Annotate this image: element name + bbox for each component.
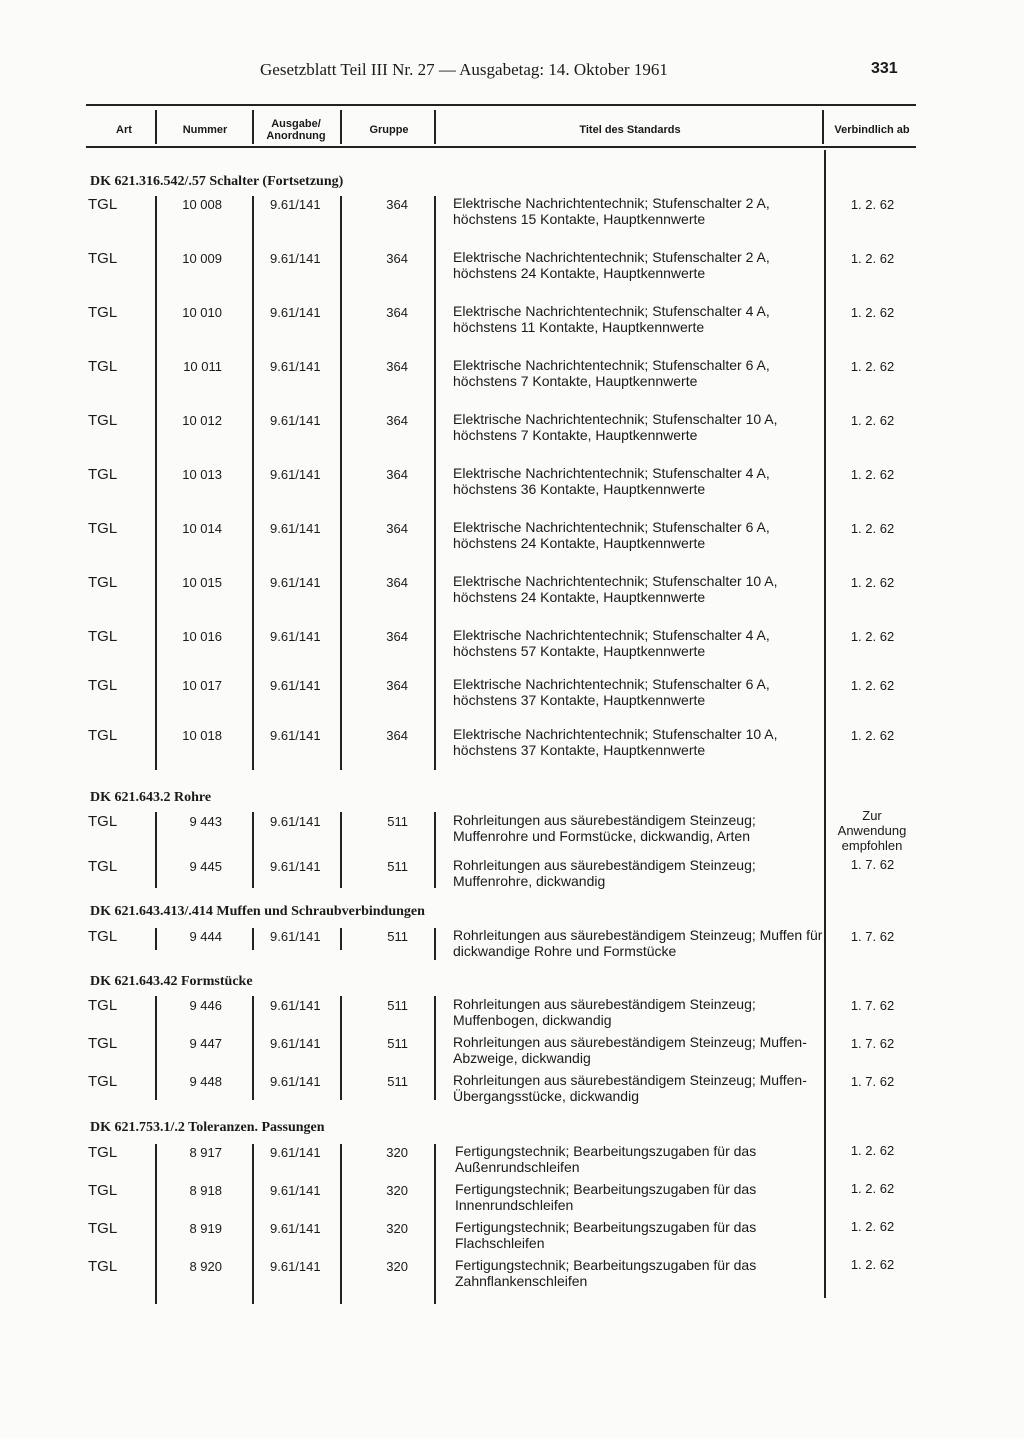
- cell-ausgabe: 9.61/141: [270, 413, 321, 428]
- cell-titel: Fertigungstechnik; Bearbeitungszugaben für das Zahnflankenschleifen: [455, 1257, 757, 1289]
- cell-titel: Elektrische Nachrichtentechnik; Stufenschalter 6 A, höchstens 24 Kontakte, Hauptkennwerte: [453, 519, 770, 551]
- cell-ausgabe: 9.61/141: [270, 929, 321, 944]
- page-header: [0, 60, 1024, 84]
- cell-titel: Rohrleitungen aus säurebeständigem Steinzeug; Muffen für dickwandige Rohre und Formstücke: [453, 927, 823, 959]
- cell-nummer: 10 008: [182, 197, 222, 212]
- cell-verbindlich: 1. 2. 62: [850, 197, 895, 212]
- cell-verbindlich: 1. 2. 62: [850, 1219, 895, 1234]
- section-heading: DK 621.316.542/.57 Schalter (Fortsetzung): [90, 174, 344, 189]
- cell-nummer: 10 015: [182, 575, 222, 590]
- cell-verbindlich: 1. 2. 62: [850, 467, 895, 482]
- col-header-art: Art: [116, 124, 132, 136]
- cell-nummer: 10 013: [182, 467, 222, 482]
- table-row: [0, 858, 1024, 898]
- cell-art: TGL: [88, 250, 118, 267]
- cell-gruppe: 511: [387, 1036, 408, 1051]
- cell-gruppe: 511: [387, 929, 408, 944]
- table-row: [0, 520, 1024, 570]
- col-sep: [155, 110, 157, 144]
- table-row: [0, 304, 1024, 354]
- cell-nummer: 10 016: [182, 629, 222, 644]
- cell-gruppe: 364: [386, 629, 408, 644]
- cell-nummer: 10 012: [182, 413, 222, 428]
- gazette-title: Gesetzblatt Teil III Nr. 27 — Ausgabetag: 14. Oktober 1961: [260, 60, 668, 79]
- cell-art: TGL: [88, 1035, 118, 1052]
- cell-ausgabe: 9.61/141: [270, 728, 321, 743]
- cell-ausgabe: 9.61/141: [270, 629, 321, 644]
- cell-verbindlich: 1. 2. 62: [850, 305, 895, 320]
- cell-nummer: 10 011: [183, 359, 222, 374]
- cell-verbindlich: Zur Anwendung empfohlen: [837, 808, 907, 853]
- cell-titel: Elektrische Nachrichtentechnik; Stufenschalter 4 A, höchstens 36 Kontakte, Hauptkennwerte: [453, 465, 770, 497]
- cell-gruppe: 364: [386, 305, 408, 320]
- cell-verbindlich: 1. 2. 62: [850, 521, 895, 536]
- section-heading: DK 621.643.2 Rohre: [90, 790, 212, 805]
- table-row: [0, 1258, 1024, 1302]
- cell-art: TGL: [88, 466, 118, 483]
- cell-nummer: 10 014: [182, 521, 222, 536]
- cell-titel: Elektrische Nachrichtentechnik; Stufenschalter 10 A, höchstens 37 Kontakte, Hauptkennwerte: [453, 726, 778, 758]
- table-row: [0, 250, 1024, 300]
- cell-verbindlich: 1. 2. 62: [850, 1257, 895, 1272]
- cell-titel: Fertigungstechnik; Bearbeitungszugaben für das Flachschleifen: [455, 1219, 757, 1251]
- col-sep: [822, 110, 824, 144]
- table-row: [0, 574, 1024, 624]
- cell-nummer: 8 918: [189, 1183, 222, 1198]
- cell-nummer: 9 444: [189, 929, 222, 944]
- section-heading: DK 621.643.413/.414 Muffen und Schraubverbindungen: [90, 904, 425, 919]
- cell-art: TGL: [88, 520, 118, 537]
- cell-gruppe: 364: [386, 575, 408, 590]
- cell-verbindlich: 1. 2. 62: [850, 251, 895, 266]
- cell-verbindlich: 1. 7. 62: [850, 929, 895, 944]
- cell-ausgabe: 9.61/141: [270, 359, 321, 374]
- cell-nummer: 10 009: [182, 251, 222, 266]
- cell-verbindlich: 1. 2. 62: [850, 413, 895, 428]
- table-row: [0, 1144, 1024, 1178]
- table-top-rule: [86, 104, 916, 106]
- table-row: [0, 1182, 1024, 1216]
- cell-ausgabe: 9.61/141: [270, 1145, 321, 1160]
- table-row: [0, 412, 1024, 462]
- cell-art: TGL: [88, 1144, 118, 1161]
- cell-nummer: 8 920: [189, 1259, 222, 1274]
- col-header-ausgabe: Ausgabe/ Anordnung: [266, 118, 326, 142]
- col-sep: [434, 110, 436, 144]
- cell-nummer: 9 447: [189, 1036, 222, 1051]
- cell-verbindlich: 1. 2. 62: [850, 678, 895, 693]
- cell-art: TGL: [88, 928, 118, 945]
- cell-verbindlich: 1. 2. 62: [850, 1143, 895, 1158]
- cell-gruppe: 511: [387, 859, 408, 874]
- cell-ausgabe: 9.61/141: [270, 467, 321, 482]
- table-row: [0, 727, 1024, 777]
- cell-titel: Elektrische Nachrichtentechnik; Stufenschalter 4 A, höchstens 11 Kontakte, Hauptkennwerte: [453, 303, 770, 335]
- cell-gruppe: 320: [386, 1145, 408, 1160]
- cell-titel: Rohrleitungen aus säurebeständigem Steinzeug; Muffen-Abzweige, dickwandig: [453, 1034, 807, 1066]
- cell-verbindlich: 1. 7. 62: [850, 998, 895, 1013]
- cell-verbindlich: 1. 7. 62: [850, 1036, 895, 1051]
- cell-art: TGL: [88, 1073, 118, 1090]
- section-heading: DK 621.643.42 Formstücke: [90, 974, 253, 989]
- cell-art: TGL: [88, 813, 118, 830]
- cell-titel: Fertigungstechnik; Bearbeitungszugaben für das Außenrundschleifen: [455, 1143, 757, 1175]
- cell-verbindlich: 1. 2. 62: [850, 629, 895, 644]
- cell-art: TGL: [88, 858, 118, 875]
- cell-ausgabe: 9.61/141: [270, 521, 321, 536]
- cell-gruppe: 364: [386, 251, 408, 266]
- cell-titel: Rohrleitungen aus säurebeständigem Steinzeug; Muffenrohre, dickwandig: [453, 857, 756, 889]
- cell-verbindlich: 1. 7. 62: [850, 1074, 895, 1089]
- cell-nummer: 8 917: [189, 1145, 222, 1160]
- cell-ausgabe: 9.61/141: [270, 575, 321, 590]
- table-row: [0, 677, 1024, 727]
- col-header-titel: Titel des Standards: [579, 124, 681, 136]
- cell-art: TGL: [88, 196, 118, 213]
- table-row: [0, 928, 1024, 962]
- cell-titel: Elektrische Nachrichtentechnik; Stufenschalter 4 A, höchstens 57 Kontakte, Hauptkennwerte: [453, 627, 770, 659]
- cell-gruppe: 364: [386, 467, 408, 482]
- cell-titel: Rohrleitungen aus säurebeständigem Steinzeug; Muffenbogen, dickwandig: [453, 996, 756, 1028]
- cell-art: TGL: [88, 304, 118, 321]
- cell-gruppe: 364: [386, 728, 408, 743]
- cell-nummer: 10 010: [182, 305, 222, 320]
- cell-gruppe: 511: [387, 1074, 408, 1089]
- col-header-gruppe: Gruppe: [369, 124, 409, 136]
- cell-gruppe: 364: [386, 359, 408, 374]
- cell-titel: Elektrische Nachrichtentechnik; Stufenschalter 2 A, höchstens 24 Kontakte, Hauptkennwerte: [453, 249, 770, 281]
- table-row: [0, 1073, 1024, 1107]
- page-number: 331: [871, 60, 898, 77]
- cell-art: TGL: [88, 677, 118, 694]
- cell-ausgabe: 9.61/141: [270, 1036, 321, 1051]
- col-header-nummer: Nummer: [182, 124, 228, 136]
- cell-gruppe: 511: [387, 814, 408, 829]
- cell-ausgabe: 9.61/141: [270, 1221, 321, 1236]
- section-heading: DK 621.753.1/.2 Toleranzen. Passungen: [90, 1120, 325, 1135]
- table-row: [0, 628, 1024, 678]
- cell-ausgabe: 9.61/141: [270, 251, 321, 266]
- cell-titel: Elektrische Nachrichtentechnik; Stufenschalter 10 A, höchstens 7 Kontakte, Hauptkennwerte: [453, 411, 778, 443]
- cell-art: TGL: [88, 997, 118, 1014]
- cell-verbindlich: 1. 2. 62: [850, 359, 895, 374]
- cell-titel: Elektrische Nachrichtentechnik; Stufenschalter 10 A, höchstens 24 Kontakte, Hauptkennwerte: [453, 573, 778, 605]
- cell-art: TGL: [88, 1258, 118, 1275]
- cell-verbindlich: 1. 7. 62: [850, 857, 895, 872]
- cell-nummer: 10 017: [182, 678, 222, 693]
- cell-gruppe: 320: [386, 1259, 408, 1274]
- table-row: [0, 1035, 1024, 1069]
- cell-nummer: 8 919: [189, 1221, 222, 1236]
- cell-nummer: 10 018: [182, 728, 222, 743]
- cell-gruppe: 364: [386, 521, 408, 536]
- cell-art: TGL: [88, 412, 118, 429]
- cell-ausgabe: 9.61/141: [270, 197, 321, 212]
- cell-ausgabe: 9.61/141: [270, 678, 321, 693]
- cell-gruppe: 320: [386, 1183, 408, 1198]
- cell-ausgabe: 9.61/141: [270, 859, 321, 874]
- cell-titel: Fertigungstechnik; Bearbeitungszugaben für das Innenrundschleifen: [455, 1181, 757, 1213]
- cell-ausgabe: 9.61/141: [270, 305, 321, 320]
- cell-gruppe: 320: [386, 1221, 408, 1236]
- cell-art: TGL: [88, 727, 118, 744]
- cell-nummer: 9 443: [189, 814, 222, 829]
- cell-art: TGL: [88, 628, 118, 645]
- cell-nummer: 9 446: [189, 998, 222, 1013]
- cell-ausgabe: 9.61/141: [270, 814, 321, 829]
- cell-ausgabe: 9.61/141: [270, 998, 321, 1013]
- table-row: [0, 196, 1024, 246]
- cell-gruppe: 364: [386, 678, 408, 693]
- cell-titel: Elektrische Nachrichtentechnik; Stufenschalter 2 A, höchstens 15 Kontakte, Hauptkennwerte: [453, 195, 770, 227]
- cell-art: TGL: [88, 574, 118, 591]
- cell-nummer: 9 445: [189, 859, 222, 874]
- table-row: [0, 466, 1024, 516]
- cell-nummer: 9 448: [189, 1074, 222, 1089]
- cell-gruppe: 364: [386, 413, 408, 428]
- table-row: [0, 997, 1024, 1031]
- cell-verbindlich: 1. 2. 62: [850, 575, 895, 590]
- table-row: [0, 808, 1024, 853]
- cell-gruppe: 364: [386, 197, 408, 212]
- cell-art: TGL: [88, 358, 118, 375]
- cell-gruppe: 511: [387, 998, 408, 1013]
- col-sep: [340, 110, 342, 144]
- cell-ausgabe: 9.61/141: [270, 1074, 321, 1089]
- cell-titel: Elektrische Nachrichtentechnik; Stufenschalter 6 A, höchstens 7 Kontakte, Hauptkennwerte: [453, 357, 770, 389]
- cell-ausgabe: 9.61/141: [270, 1259, 321, 1274]
- cell-titel: Rohrleitungen aus säurebeständigem Steinzeug; Muffenrohre und Formstücke, dickwandig, Arten: [453, 812, 756, 844]
- col-sep: [252, 110, 254, 144]
- cell-art: TGL: [88, 1220, 118, 1237]
- table-row: [0, 1220, 1024, 1254]
- cell-verbindlich: 1. 2. 62: [850, 728, 895, 743]
- table-row: [0, 358, 1024, 408]
- col-header-verbindlich: Verbindlich ab: [834, 124, 910, 136]
- cell-art: TGL: [88, 1182, 118, 1199]
- cell-titel: Elektrische Nachrichtentechnik; Stufenschalter 6 A, höchstens 37 Kontakte, Hauptkennwerte: [453, 676, 770, 708]
- cell-verbindlich: 1. 2. 62: [850, 1181, 895, 1196]
- cell-titel: Rohrleitungen aus säurebeständigem Steinzeug; Muffen-Übergangsstücke, dickwandig: [453, 1072, 807, 1104]
- cell-ausgabe: 9.61/141: [270, 1183, 321, 1198]
